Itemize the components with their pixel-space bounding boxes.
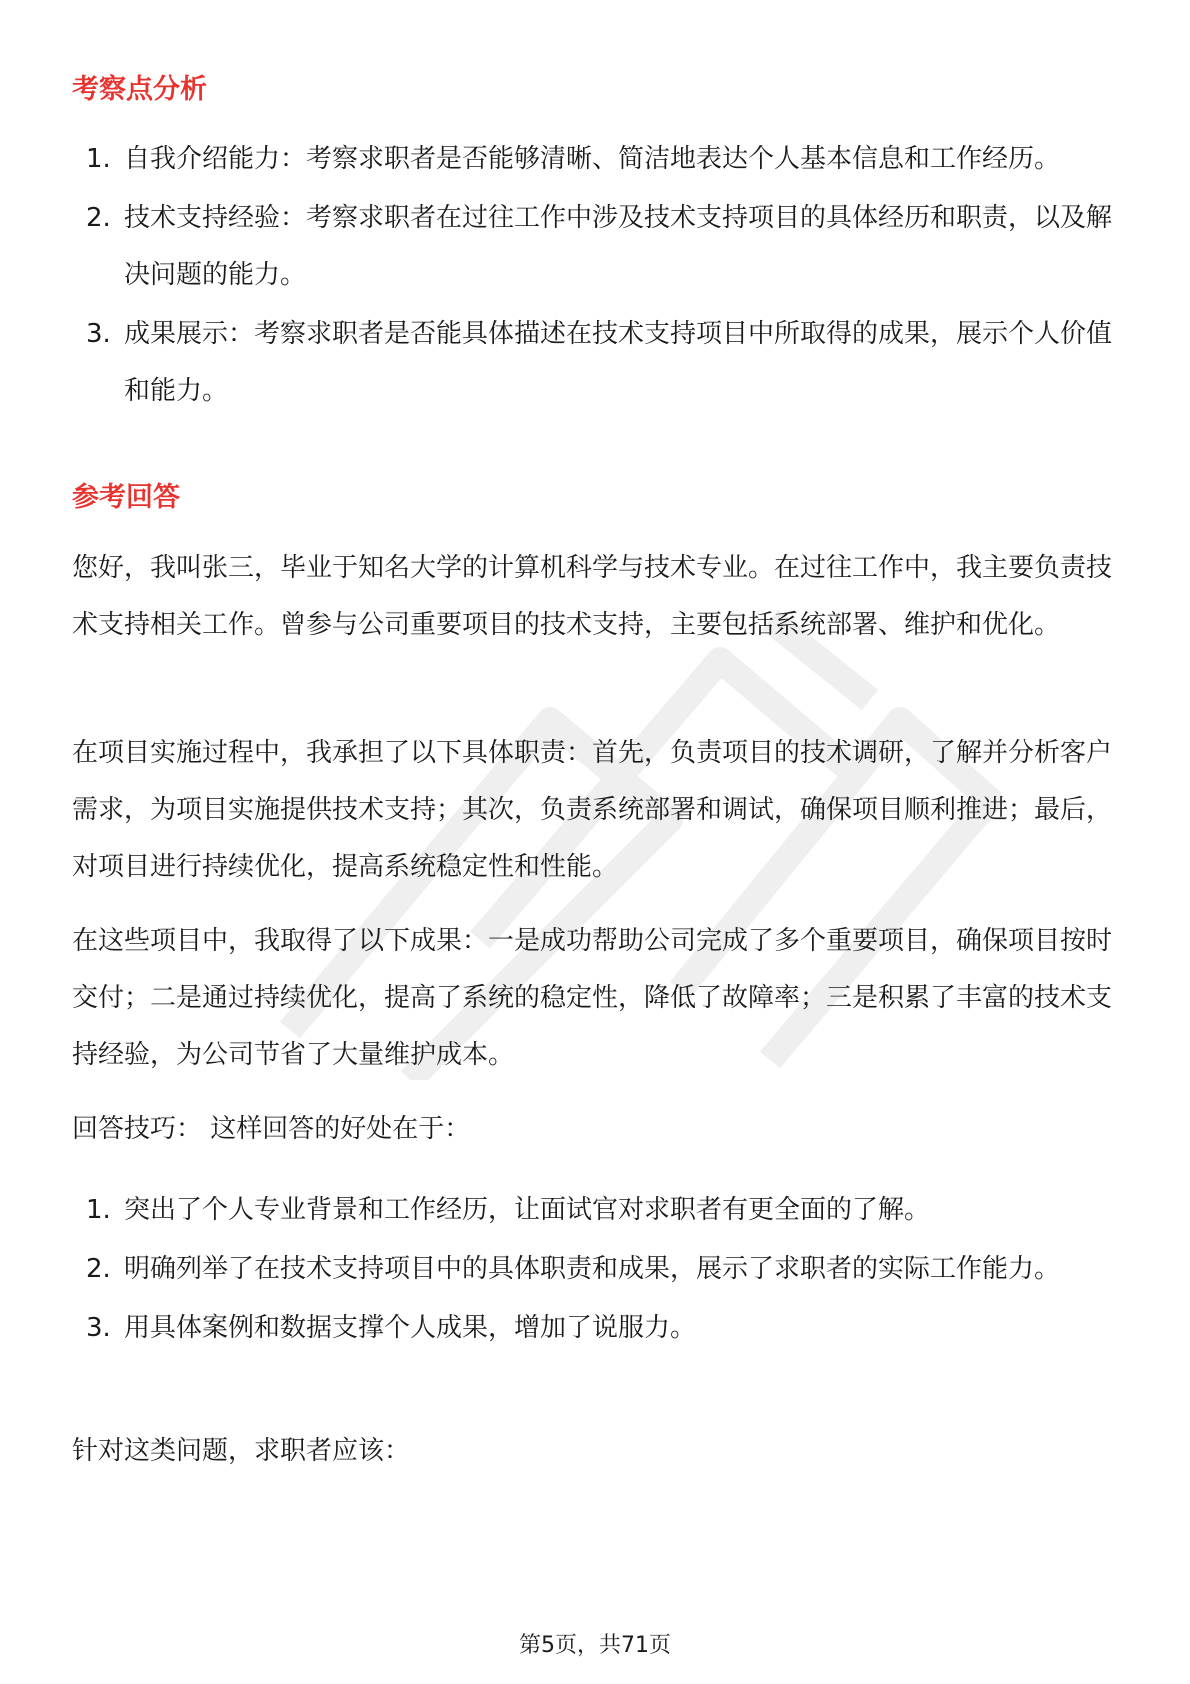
answer-paragraph: 在项目实施过程中，我承担了以下具体职责：首先，负责项目的技术调研，了解并分析客户需求，为项目实施提供技术支持；其次，负责系统部署和调试，确保项目顺利推进；最后，对项目进行持续优化，提高系统稳定性和性能。 — [72, 738, 1113, 882]
analysis-list — [72, 131, 1118, 422]
list-text: 成果展示：考察求职者是否能具体描述在技术支持项目中所取得的成果，展示个人价值和能力。 — [124, 319, 1113, 406]
answer-paragraph: 在这些项目中，我取得了以下成果：一是成功帮助公司完成了多个重要项目，确保项目按时交付；二是通过持续优化，提高了系统的稳定性，降低了故障率；三是积累了丰富的技术支持经验，为公司节省了大量维护成本。 — [72, 926, 1113, 1070]
list-item — [72, 306, 1118, 420]
list-text: 突出了个人专业背景和工作经历，让面试官对求职者有更全面的了解。 — [124, 1195, 931, 1225]
list-text: 明确列举了在技术支持项目中的具体职责和成果，展示了求职者的实际工作能力。 — [124, 1254, 1061, 1284]
list-number: 3. — [86, 319, 111, 349]
section-title-reference-answer: 参考回答 — [72, 482, 180, 513]
list-text: 技术支持经验：考察求职者在过往工作中涉及技术支持项目的具体经历和职责，以及解决问题的能力。 — [124, 203, 1113, 290]
list-number: 1. — [86, 144, 111, 174]
list-item — [72, 1241, 1118, 1298]
page-number: 第5页，共71页 — [519, 1633, 671, 1658]
closing-paragraph: 针对这类问题，求职者应该： — [72, 1436, 411, 1466]
list-item — [72, 1182, 1118, 1239]
tips-list — [72, 1182, 1118, 1359]
list-number: 2. — [86, 203, 111, 233]
list-item — [72, 1300, 1118, 1357]
list-text: 自我介绍能力：考察求职者是否能够清晰、简洁地表达个人基本信息和工作经历。 — [124, 144, 1061, 174]
list-number: 3. — [86, 1313, 111, 1343]
section-title-analysis: 考察点分析 — [72, 74, 207, 105]
list-item — [72, 131, 1118, 188]
list-number: 2. — [86, 1254, 111, 1284]
list-text: 用具体案例和数据支撑个人成果，增加了说服力。 — [124, 1313, 697, 1343]
list-item — [72, 190, 1118, 304]
answer-paragraph: 您好，我叫张三，毕业于知名大学的计算机科学与技术专业。在过往工作中，我主要负责技术支持相关工作。曾参与公司重要项目的技术支持，主要包括系统部署、维护和优化。 — [72, 553, 1113, 640]
list-number: 1. — [86, 1195, 111, 1225]
tips-intro: 回答技巧： 这样回答的好处在于： — [72, 1114, 471, 1144]
